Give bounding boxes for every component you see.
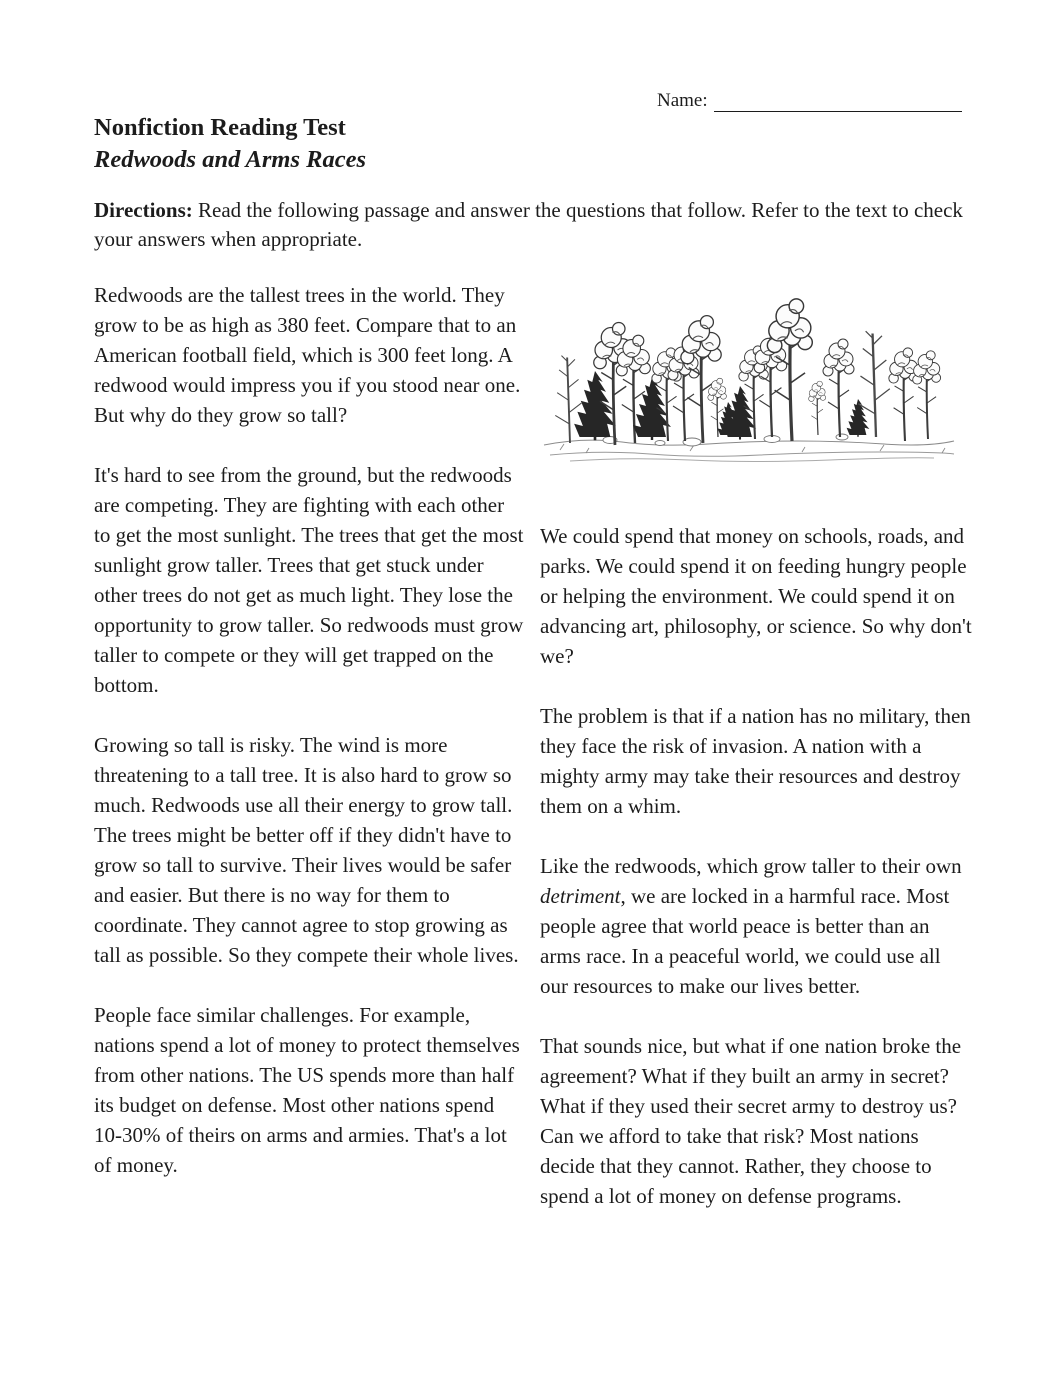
passage-paragraph-1: Redwoods are the tallest trees in the world. They grow to be as high as 380 feet. Compare that to an American football field, which is 300 feet long. A redwood would impress you if you stood near one. But why do they grow so tall? — [94, 283, 521, 427]
forest-illustration-svg — [540, 285, 964, 465]
name-label: Name: — [657, 90, 708, 111]
passage-left-column — [94, 280, 524, 1210]
passage-paragraph-5: We could spend that money on schools, roads, and parks. We could spend it on feeding hungry people or helping the environment. We could spend it on advancing art, philosophy, or science. So why don't we? — [540, 524, 972, 668]
passage-paragraph-6: The problem is that if a nation has no military, then they face the risk of invasion. A nation with a mighty army may take their resources and destroy them on a whim. — [540, 704, 971, 818]
passage-right-column — [540, 280, 972, 1241]
directions-label: Directions: — [94, 198, 193, 222]
directions — [94, 196, 978, 254]
passage-paragraph-4: People face similar challenges. For example, nations spend a lot of money to protect themselves from other nations. The US spends more than half its budget on defense. Most other nations spend 10-30% of theirs on arms and armies. That's a lot of money. — [94, 1003, 520, 1177]
detriment-italic-word: detriment — [540, 884, 621, 908]
passage-paragraph-7 — [540, 851, 972, 1001]
passage-paragraph-3: Growing so tall is risky. The wind is more threatening to a tall tree. It is also hard to grow so much. Redwoods use all their energy to grow tall. The trees might be better off if they didn't have to grow so tall to survive. Their lives would be safer and easier. But there is no way for them to coordinate. They cannot agree to stop growing as tall as possible. So they compete their whole lives. — [94, 733, 519, 967]
passage-paragraph-2: It's hard to see from the ground, but the redwoods are competing. They are fighting with each other to get the most sunlight. The trees that get the most sunlight grow taller. Trees that get stuck under other trees do not get as much light. They lose the opportunity to grow taller. So redwoods must grow taller to compete or they will get trapped on the bottom. — [94, 463, 524, 697]
passage-paragraph-8: That sounds nice, but what if one nation broke the agreement? What if they built an army in secret? What if they used their secret army to destroy us? Can we afford to take that risk? Most nations decide that they cannot. Rather, they choose to spend a lot of money on defense programs. — [540, 1034, 962, 1208]
page-title: Nonfiction Reading Test — [94, 114, 346, 141]
name-blank-line — [714, 93, 962, 112]
name-row — [657, 90, 962, 112]
directions-text: Read the following passage and answer the questions that follow. Refer to the text to check your answers when appropriate. — [94, 198, 963, 251]
page-subtitle: Redwoods and Arms Races — [94, 146, 367, 173]
paragraph-7-text: Like the redwoods, which grow taller to their own — [540, 854, 962, 878]
paragraph-7-text-continued: , we are locked in a harmful race. Most people agree that world peace is better than an arms race. In a peaceful world, we could use all our resources to make our lives better. — [540, 884, 950, 998]
forest-illustration — [540, 285, 964, 465]
